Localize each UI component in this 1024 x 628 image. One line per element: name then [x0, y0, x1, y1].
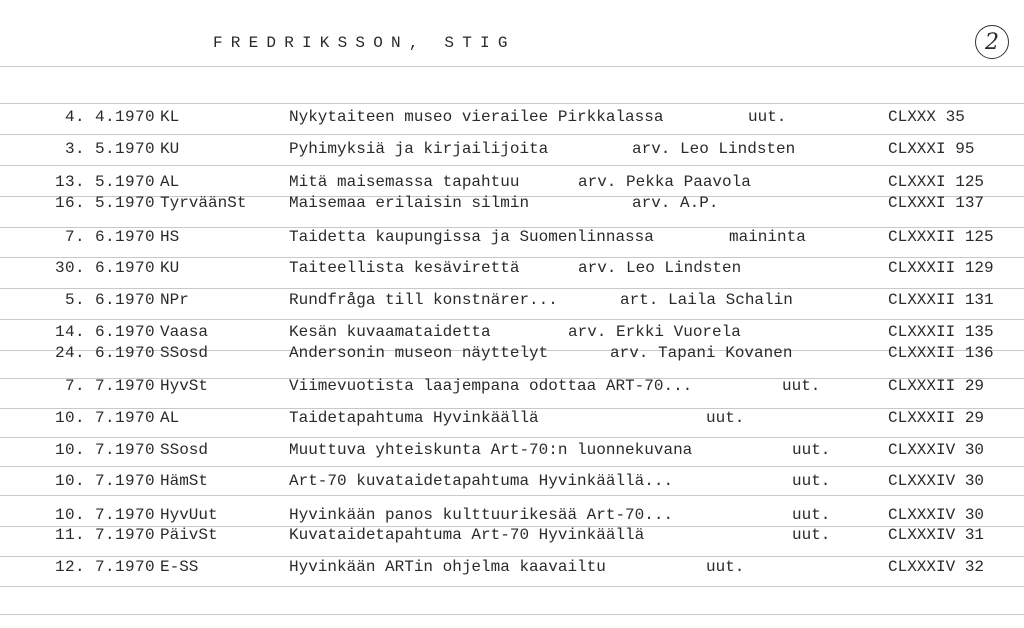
entry-reference: CLXXXII 29 [888, 409, 985, 427]
entry-source: SSosd [160, 441, 209, 459]
entry-type: uut. [706, 409, 745, 427]
entry-title: Andersonin museon näyttelyt [289, 344, 549, 362]
entry-title: Art-70 kuvataidetapahtuma Hyvinkäällä... [289, 472, 674, 490]
entry-title: Kesän kuvaamataidetta [289, 323, 491, 341]
entry-title: Taidetapahtuma Hyvinkäällä [289, 409, 539, 427]
entry-type: uut. [748, 108, 787, 126]
rule-line [0, 103, 1024, 104]
entry-type: uut. [792, 526, 831, 544]
entry-date: 10. 7.1970 [54, 409, 155, 427]
entry-source: KL [160, 108, 180, 126]
list-item [0, 140, 1024, 160]
list-item [0, 526, 1024, 546]
entry-title: Maisemaa erilaisin silmin [289, 194, 530, 212]
entry-reference: CLXXXI 95 [888, 140, 975, 158]
entry-source: KU [160, 140, 180, 158]
entry-source: SSosd [160, 344, 209, 362]
entry-type: arv. A.P. [632, 194, 719, 212]
entry-type: maininta [729, 228, 806, 246]
entry-title: Hyvinkään ARTin ohjelma kaavailtu [289, 558, 606, 576]
entry-reference: CLXXXIV 32 [888, 558, 985, 576]
list-item [0, 344, 1024, 364]
entry-source: HS [160, 228, 180, 246]
entry-source: PäivSt [160, 526, 218, 544]
entry-title: Nykytaiteen museo vierailee Pirkkalassa [289, 108, 664, 126]
entry-source: Vaasa [160, 323, 209, 341]
entry-source: AL [160, 173, 180, 191]
list-item [0, 194, 1024, 214]
entry-date: 7. 7.1970 [64, 377, 155, 395]
list-item [0, 506, 1024, 526]
list-item [0, 441, 1024, 461]
entry-type: art. Laila Schalin [620, 291, 793, 309]
rule-line [0, 165, 1024, 166]
entry-type: uut. [792, 506, 831, 524]
list-item [0, 173, 1024, 193]
entry-reference: CLXXXII 129 [888, 259, 994, 277]
entry-date: 10. 7.1970 [54, 472, 155, 490]
rule-line [0, 466, 1024, 467]
entry-date: 11. 7.1970 [54, 526, 155, 544]
entry-source: AL [160, 409, 180, 427]
rule-line [0, 495, 1024, 496]
rule-line [0, 257, 1024, 258]
entry-date: 4. 4.1970 [64, 108, 155, 126]
entry-date: 5. 6.1970 [64, 291, 155, 309]
entry-date: 14. 6.1970 [54, 323, 155, 341]
entry-title: Kuvataidetapahtuma Art-70 Hyvinkäällä [289, 526, 645, 544]
entry-date: 24. 6.1970 [54, 344, 155, 362]
entry-reference: CLXXXIV 30 [888, 506, 985, 524]
entry-reference: CLXXXII 136 [888, 344, 994, 362]
list-item [0, 228, 1024, 248]
entry-source: HyvSt [160, 377, 209, 395]
entry-date: 3. 5.1970 [64, 140, 155, 158]
rule-line [0, 614, 1024, 615]
entry-type: uut. [706, 558, 745, 576]
rule-line [0, 437, 1024, 438]
entry-date: 10. 7.1970 [54, 506, 155, 524]
entry-source: NPr [160, 291, 189, 309]
entry-reference: CLXXXIV 30 [888, 472, 985, 490]
entry-date: 16. 5.1970 [54, 194, 155, 212]
entry-source: TyrväänSt [160, 194, 247, 212]
list-item [0, 472, 1024, 492]
entry-type: arv. Tapani Kovanen [610, 344, 793, 362]
entry-title: Muuttuva yhteiskunta Art-70:n luonnekuvana [289, 441, 693, 459]
entry-source: E-SS [160, 558, 199, 576]
rule-line [0, 556, 1024, 557]
list-item [0, 558, 1024, 578]
rule-line [0, 134, 1024, 135]
entry-type: arv. Leo Lindsten [632, 140, 796, 158]
entry-reference: CLXXXIV 30 [888, 441, 985, 459]
entry-title: Hyvinkään panos kulttuurikesää Art-70... [289, 506, 674, 524]
entry-date: 30. 6.1970 [54, 259, 155, 277]
entry-title: Viimevuotista laajempana odottaa ART-70... [289, 377, 693, 395]
list-item [0, 108, 1024, 128]
entry-reference: CLXXXII 125 [888, 228, 994, 246]
rule-line [0, 66, 1024, 67]
list-item [0, 377, 1024, 397]
entry-reference: CLXXXIV 31 [888, 526, 985, 544]
list-item [0, 323, 1024, 343]
entry-type: arv. Leo Lindsten [578, 259, 742, 277]
list-item [0, 291, 1024, 311]
entry-type: arv. Pekka Paavola [578, 173, 751, 191]
entry-source: KU [160, 259, 180, 277]
entry-type: arv. Erkki Vuorela [568, 323, 741, 341]
entry-title: Rundfråga till konstnärer... [289, 291, 558, 309]
entry-reference: CLXXXII 131 [888, 291, 994, 309]
entry-type: uut. [792, 472, 831, 490]
entry-title: Taiteellista kesävirettä [289, 259, 520, 277]
entry-reference: CLXXXI 125 [888, 173, 985, 191]
rule-line [0, 319, 1024, 320]
entry-date: 13. 5.1970 [54, 173, 155, 191]
entry-reference: CLXXX 35 [888, 108, 965, 126]
entry-reference: CLXXXII 29 [888, 377, 985, 395]
rule-line [0, 586, 1024, 587]
list-item [0, 259, 1024, 279]
entry-title: Taidetta kaupungissa ja Suomenlinnassa [289, 228, 654, 246]
entry-source: HyvUut [160, 506, 218, 524]
entry-title: Mitä maisemassa tapahtuu [289, 173, 520, 191]
entry-date: 10. 7.1970 [54, 441, 155, 459]
list-item [0, 409, 1024, 429]
rule-line [0, 288, 1024, 289]
entry-reference: CLXXXII 135 [888, 323, 994, 341]
card-title: FREDRIKSSON, STIG [213, 34, 516, 52]
entry-title: Pyhimyksiä ja kirjailijoita [289, 140, 549, 158]
entry-reference: CLXXXI 137 [888, 194, 985, 212]
entry-source: HämSt [160, 472, 209, 490]
entry-type: uut. [782, 377, 821, 395]
page-number: 2 [975, 25, 1009, 59]
entry-date: 12. 7.1970 [54, 558, 155, 576]
entry-type: uut. [792, 441, 831, 459]
entry-date: 7. 6.1970 [64, 228, 155, 246]
